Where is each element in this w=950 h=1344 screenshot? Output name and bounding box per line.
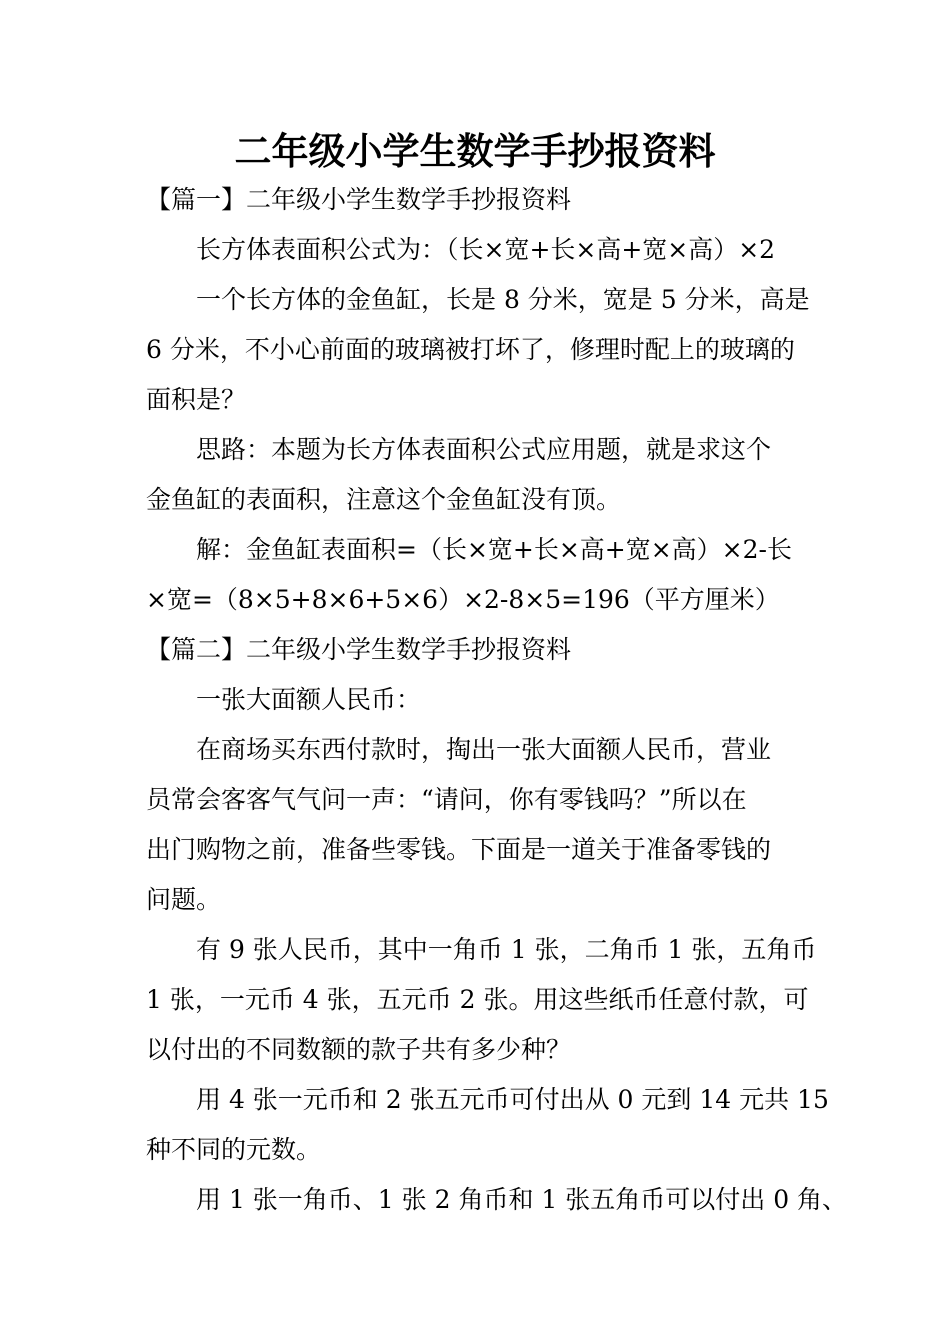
paragraph-line: 一张大面额人民币： bbox=[196, 685, 422, 714]
paragraph-line: 在商场买东西付款时，掏出一张大面额人民币，营业 bbox=[196, 735, 772, 764]
paragraph-line: 用 4 张一元币和 2 张五元币可付出从 0 元到 14 元共 15 bbox=[196, 1085, 829, 1114]
paragraph-line: 思路：本题为长方体表面积公式应用题，就是求这个 bbox=[196, 435, 772, 464]
paragraph-line: 用 1 张一角币、1 张 2 角币和 1 张五角币可以付出 0 角、 bbox=[196, 1185, 848, 1214]
document-title: 二年级小学生数学手抄报资料 bbox=[234, 129, 716, 173]
paragraph-line: 一个长方体的金鱼缸，长是 8 分米，宽是 5 分米，高是 bbox=[196, 285, 810, 314]
paragraph-line: 问题。 bbox=[146, 885, 222, 914]
paragraph-line: 出门购物之前，准备些零钱。下面是一道关于准备零钱的 bbox=[146, 835, 772, 864]
paragraph-line: 解：金鱼缸表面积=（长×宽+长×高+宽×高）×2-长 bbox=[196, 535, 792, 564]
paragraph-line: 长方体表面积公式为：（长×宽+长×高+宽×高）×2 bbox=[196, 235, 776, 264]
paragraph-line: 面积是？ bbox=[146, 385, 247, 414]
paragraph-line: 金鱼缸的表面积，注意这个金鱼缸没有顶。 bbox=[146, 485, 622, 514]
paragraph-line: 1 张，一元币 4 张，五元币 2 张。用这些纸币任意付款，可 bbox=[146, 985, 809, 1014]
section-heading-1: 【篇一】二年级小学生数学手抄报资料 bbox=[146, 185, 572, 214]
paragraph-line: 员常会客客气气问一声：“请问，你有零钱吗？”所以在 bbox=[146, 785, 747, 814]
paragraph-line: 有 9 张人民币，其中一角币 1 张，二角币 1 张，五角币 bbox=[196, 935, 817, 964]
paragraph-line: 种不同的元数。 bbox=[146, 1135, 322, 1164]
paragraph-line: 以付出的不同数额的款子共有多少种？ bbox=[146, 1035, 572, 1064]
paragraph-line: ×宽=（8×5+8×6+5×6）×2-8×5=196（平方厘米） bbox=[146, 585, 780, 614]
section-heading-2: 【篇二】二年级小学生数学手抄报资料 bbox=[146, 635, 572, 664]
paragraph-line: 6 分米，不小心前面的玻璃被打坏了，修理时配上的玻璃的 bbox=[146, 335, 795, 364]
